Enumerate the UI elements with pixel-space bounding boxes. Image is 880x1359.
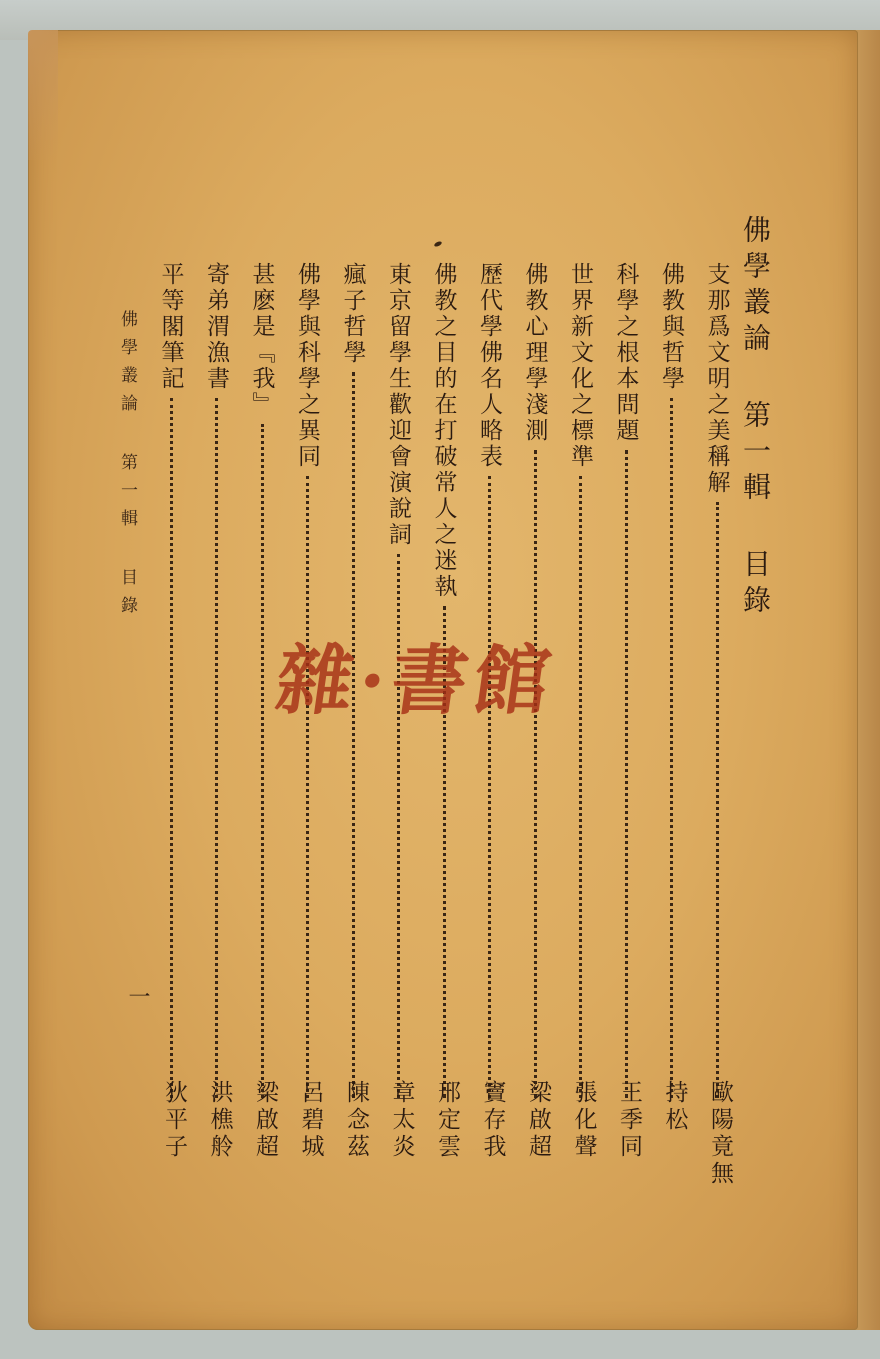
toc-entry xyxy=(700,262,734,1102)
leader-dots xyxy=(261,424,264,1098)
leader-dots xyxy=(352,372,355,1098)
worn-corner xyxy=(28,30,58,160)
toc-entry xyxy=(609,262,643,1102)
leader-dots xyxy=(625,450,628,1098)
toc-entry-author: 持松 xyxy=(661,1080,688,1134)
toc-entry-author: 梁啟超 xyxy=(525,1080,551,1161)
toc-entry-title: 瘋子哲學 xyxy=(339,262,366,366)
toc-entry-title: 寄弟渭漁書 xyxy=(203,262,229,392)
toc-entry xyxy=(245,262,279,1102)
toc-entry-author: 章太炎 xyxy=(388,1080,415,1161)
toc-entry-title: 世界新文化之標準 xyxy=(567,262,593,470)
toc-entry-author: 洪樵舲 xyxy=(206,1080,233,1161)
toc-entry-author: 狄平子 xyxy=(161,1080,187,1161)
leader-dots xyxy=(215,398,218,1098)
leader-dots xyxy=(534,450,537,1098)
toc-entry-title: 佛教與哲學 xyxy=(658,262,684,392)
toc-entry-title: 平等閣筆記 xyxy=(157,262,184,392)
toc-entry-title: 科學之根本問題 xyxy=(612,262,639,444)
toc-entry xyxy=(564,262,598,1102)
toc-entry xyxy=(655,262,689,1102)
toc-entry-title: 佛學與科學之異同 xyxy=(294,262,320,470)
leader-dots xyxy=(670,398,673,1098)
running-head: 佛學叢論 第一輯 目錄 xyxy=(117,310,137,624)
toc-heading: 佛學叢論 第一輯 目錄 xyxy=(739,215,772,621)
toc-entry-title: 歷代學佛名人略表 xyxy=(476,262,502,470)
leader-dots xyxy=(579,476,582,1098)
leader-dots xyxy=(170,398,173,1098)
toc-entry-author: 梁啟超 xyxy=(252,1080,278,1161)
leader-dots xyxy=(716,502,719,1098)
toc-entry-title: 甚麽是『我』 xyxy=(248,262,275,418)
leader-dots xyxy=(488,476,491,1098)
toc-entry-author: 歐陽竟無 xyxy=(707,1080,733,1188)
toc-entry-title: 支那爲文明之美稱解 xyxy=(703,262,730,496)
toc-entry-author: 王季同 xyxy=(616,1080,642,1161)
toc-entry xyxy=(154,262,188,1102)
toc-entry-title: 佛教心理學淺測 xyxy=(521,262,548,444)
toc-entry-title: 佛教之目的在打破常人之迷執 xyxy=(430,262,457,600)
toc-entry-author: 邢定雲 xyxy=(434,1080,460,1161)
page-number: 一 xyxy=(125,985,150,1007)
toc-entry xyxy=(200,262,234,1102)
toc-entry-author: 陳念茲 xyxy=(343,1080,369,1161)
toc-entry-title: 東京留學生歡迎會演說詞 xyxy=(385,262,411,548)
toc-entry-author: 張化聲 xyxy=(570,1080,597,1161)
toc-entry-author: 竇存我 xyxy=(479,1080,506,1161)
toc-entry-author: 呂碧城 xyxy=(297,1080,324,1161)
leader-dots xyxy=(306,476,309,1098)
library-stamp: 雜·書館 xyxy=(270,636,562,725)
